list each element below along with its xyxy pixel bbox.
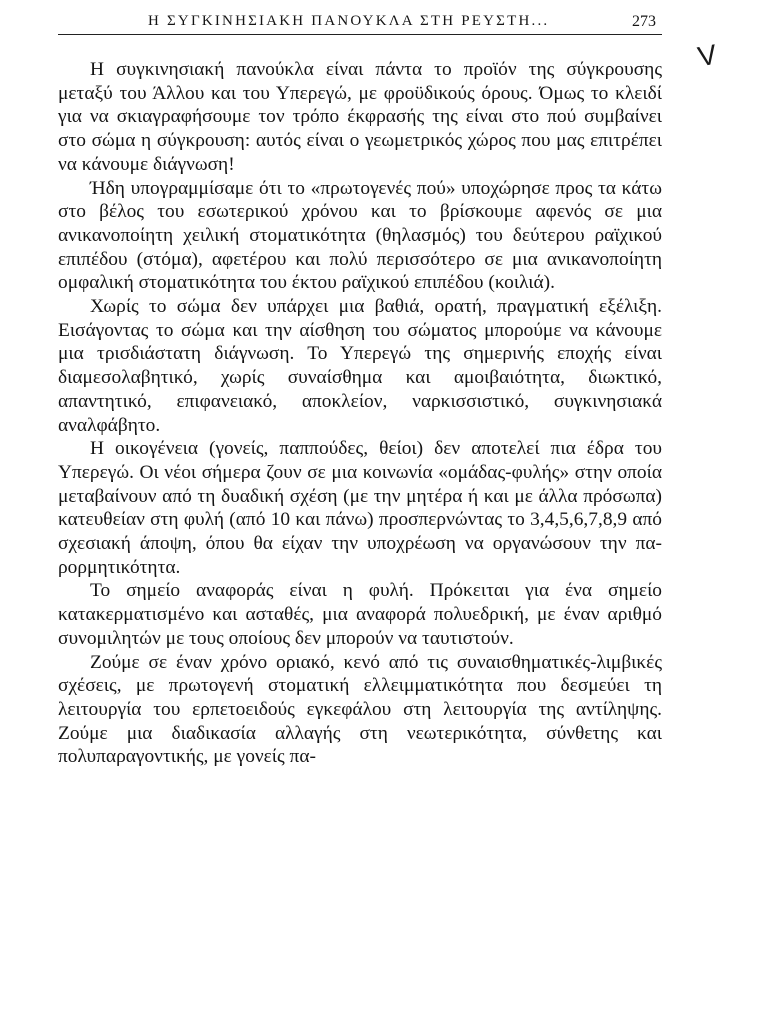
paragraph-5: Το σημείο αναφοράς είναι η φυλή. Πρόκειται για ένα σημείο κατακερματισμένο και ασταθές, μια αναφορά πολυεδρική, με έναν αριθμό συνομιλητών με τους οποίους δεν μπορούν να ταυτιστούν.: [58, 580, 662, 649]
body-text: [58, 58, 662, 769]
running-title: Η ΣΥΓΚΙΝΗΣΙΑΚΗ ΠΑΝΟΥΚΛΑ ΣΤΗ ΡΕΥΣΤΗ...: [148, 13, 550, 29]
paragraph-1: Η συγκινησιακή πανούκλα είναι πάντα το προϊόν της σύγκρουσης μεταξύ του Άλλου και του Υπερεγώ, με φροϋδικούς όρους. Όμως το κλειδί για να σκιαγραφήσουμε τον τρόπο έκφρασής της είναι στο πού συμβαίνει στο σώμα η σύγκρουση: αυτός είναι ο γεωμετρικός χώρος που μας επιτρέπει να κάνουμε διάγνωση!: [58, 59, 662, 175]
page-header: [58, 10, 662, 34]
page-number: 273: [632, 13, 656, 30]
paragraph-3: Χωρίς το σώμα δεν υπάρχει μια βαθιά, ορατή, πραγματική εξέλιξη. Εισάγοντας το σώμα και την αίσθηση του σώματος μπορούμε να κάνουμε μια τρισδιάστατη διάγνωση. Το Υπερεγώ της σημερινής εποχής είναι διαμεσολαβητικό, χωρίς συναίσθημα και αμοιβαιότητα, διωκτικό, απαντητικό, επιφανειακό, αποκλείον, ναρκισσιστικό, συγκινησιακά αναλφάβητο.: [58, 296, 662, 436]
paragraph-4: Η οικογένεια (γονείς, παππούδες, θείοι) δεν αποτελεί πια έδρα του Υπερεγώ. Οι νέοι σήμερα ζουν σε μια κοινωνία «ομάδας-φυλής» στην οποία μεταβαίνουν από τη δυαδική σχέση (με την μητέρα ή και με άλλα πρόσωπα) κατευθείαν στη φυλή (από 10 και πάνω) προσπερνώντας το 3,4,5,6,7,8,9 από σχεσιακή άποψη, όπου θα είχαν την υποχρέωση να οργανώσουν την παρορμητικότητα.: [58, 438, 662, 578]
header-rule: [58, 34, 662, 35]
paragraph-6: Ζούμε σε έναν χρόνο οριακό, κενό από τις συναισθηματικές-λιμβικές σχέσεις, με πρωτογενή στοματική ελλειμματικότητα που δεσμεύει τη λειτουργία του ερπετοειδούς εγκεφάλου στη λειτουργία της αντίληψης. Ζούμε μια διαδικασία αλλαγής στη νεωτερικότητα, σύνθετης και πολυπαραγοντικής, με γονείς πα-: [58, 651, 662, 768]
handwritten-margin-mark: V: [695, 38, 720, 73]
paragraph-2: Ήδη υπογραμμίσαμε ότι το «πρωτογενές πού» υποχώρησε προς τα κάτω στο βέλος του εσωτερικού χρόνου και το βρίσκουμε αφενός σε μια ανικανοποίητη χειλική στοματικότητα (θηλασμός) του δεύτερου ραϊχικού επιπέδου (στόμα), αφετέρου και πολύ περισσότερο σε μια ανικανοποίητη ομφαλική στοματικότητα του έκτου ραϊχικού επιπέδου (κοιλιά).: [58, 177, 662, 294]
